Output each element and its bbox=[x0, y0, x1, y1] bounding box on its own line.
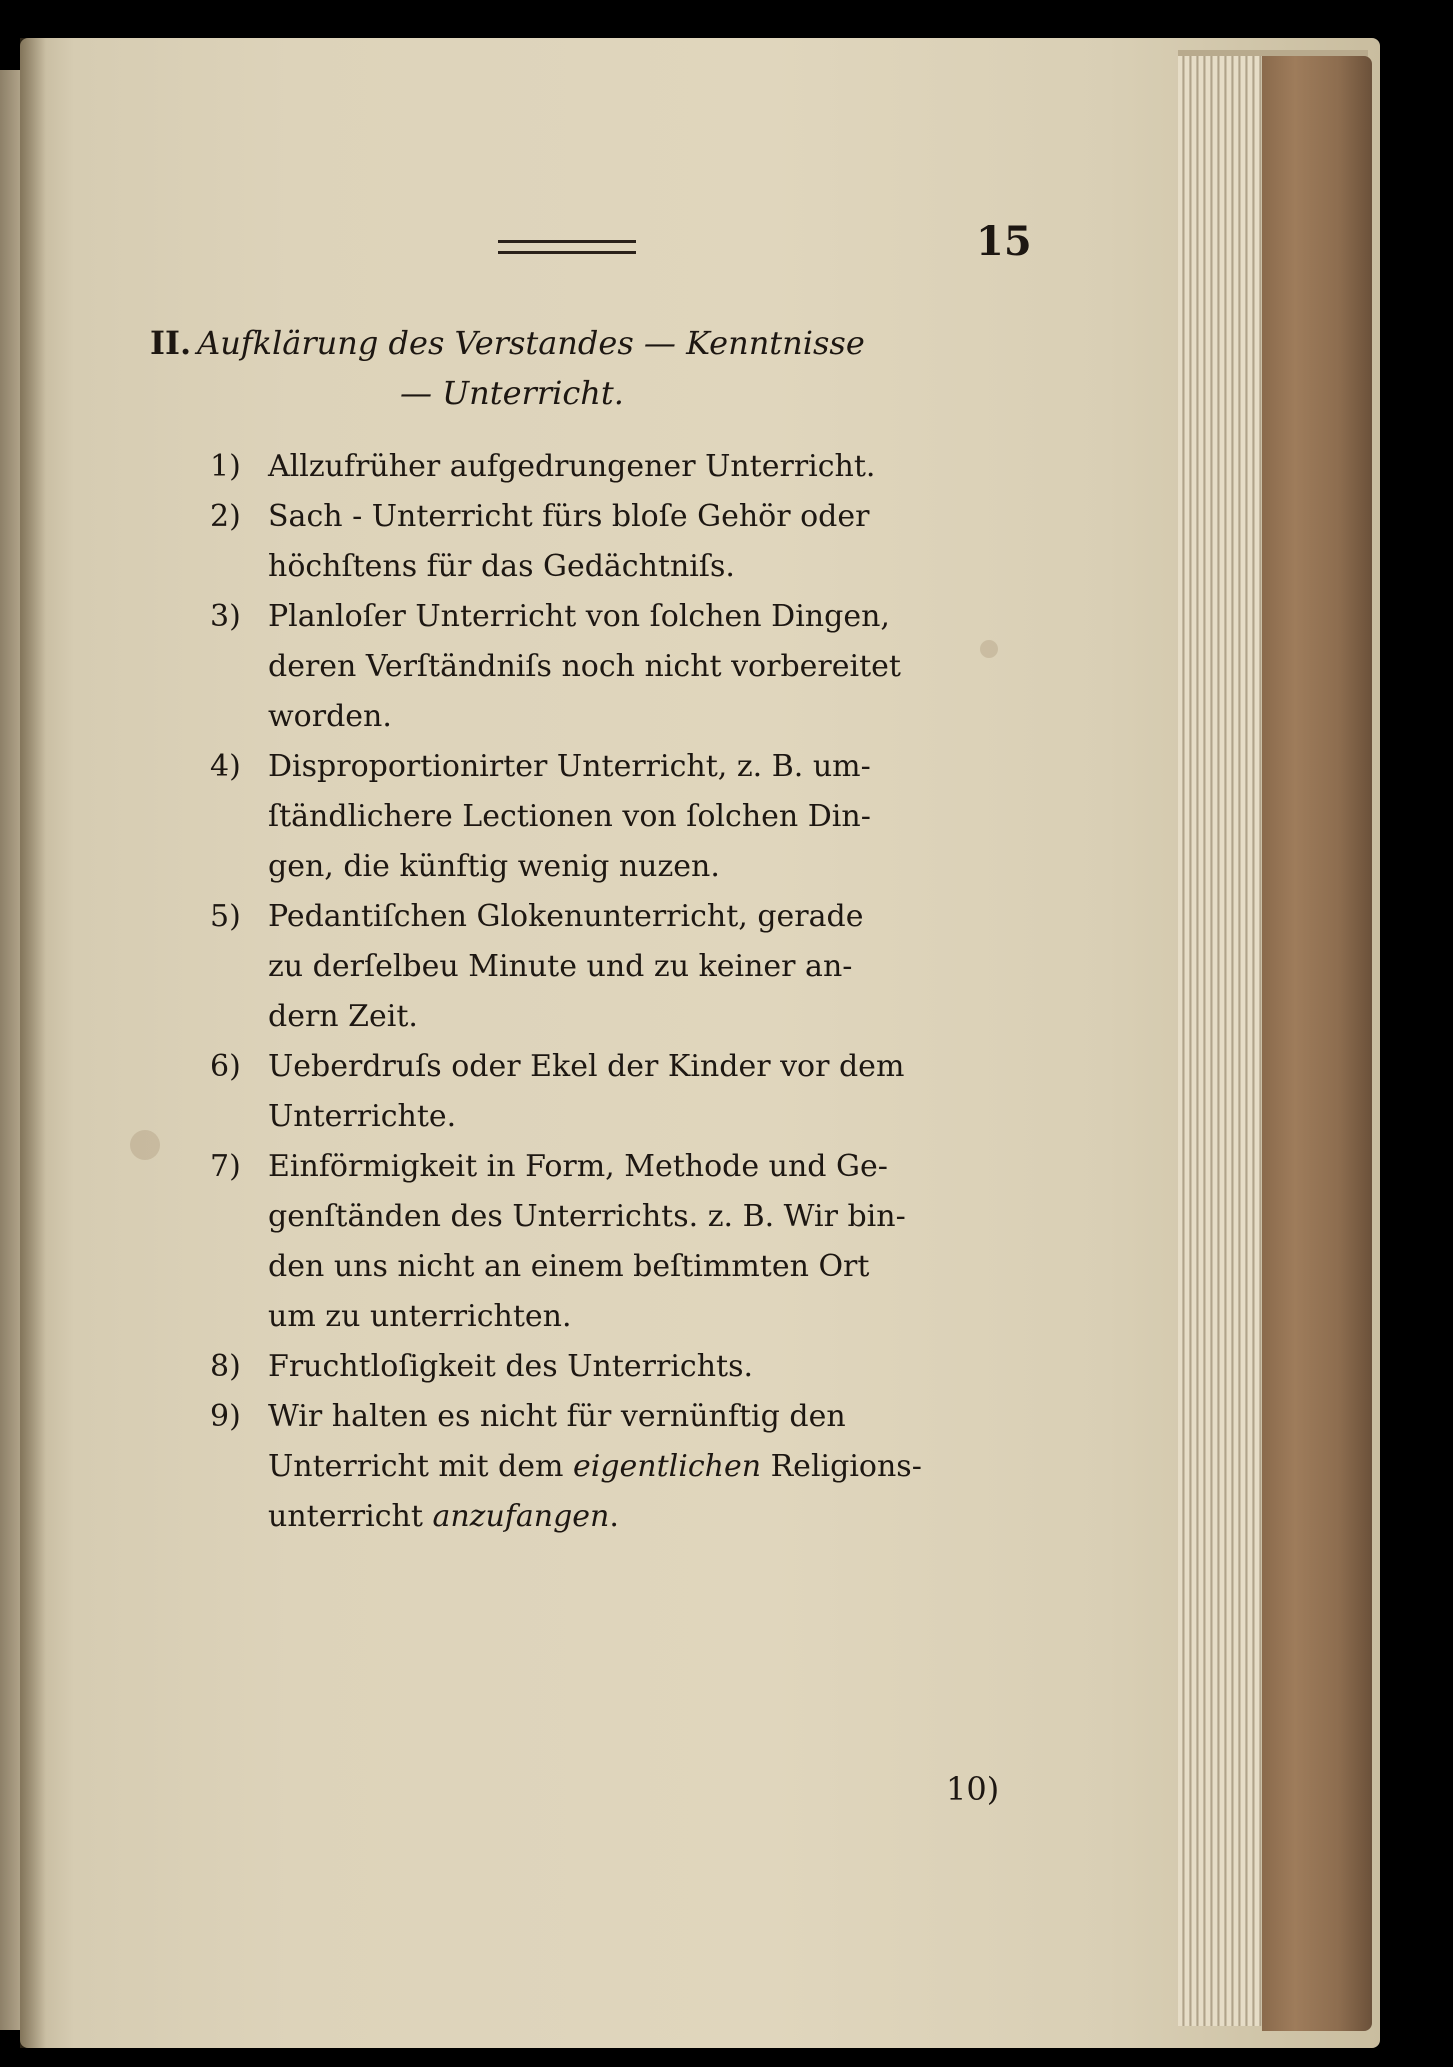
item-text-part: . bbox=[609, 1499, 619, 1534]
item-number: 8) bbox=[210, 1349, 241, 1384]
heading-line-2: — Unterricht. bbox=[400, 374, 624, 412]
item-number: 1) bbox=[210, 449, 241, 484]
page-number: 15 bbox=[976, 218, 1032, 265]
item-text: Einförmigkeit in Form, Methode und Ge- genſtänden des Unterrichts. z. B. Wir bin- den uns nicht an einem beſtimmten Ort um zu unterrichten. bbox=[268, 1149, 906, 1334]
item-text bbox=[268, 1392, 1010, 1542]
item-text: Disproportionirter Unterricht, z. B. um- ſtändlichere Lectionen von ſolchen Din- gen, die künftig wenig nuzen. bbox=[268, 749, 871, 884]
item-text-italic: anzufangen bbox=[432, 1499, 610, 1534]
numbered-list bbox=[210, 442, 1010, 1542]
list-item bbox=[210, 592, 1010, 742]
section-numeral: II. bbox=[150, 324, 192, 362]
item-number: 4) bbox=[210, 749, 241, 784]
list-item bbox=[210, 1342, 1010, 1392]
page-edges-stack bbox=[1178, 56, 1268, 2026]
book-cover-board bbox=[1262, 56, 1372, 2031]
list-item bbox=[210, 1042, 1010, 1142]
list-item bbox=[210, 892, 1010, 1042]
foxing-spot bbox=[130, 1130, 160, 1160]
section-heading bbox=[150, 318, 1010, 418]
list-item bbox=[210, 442, 1010, 492]
item-text: Planloſer Unterricht von ſolchen Dingen, deren Verſtändniſs noch nicht vorbereitet worden. bbox=[268, 599, 901, 734]
item-text-italic: eigentlichen bbox=[572, 1449, 762, 1484]
item-number: 2) bbox=[210, 499, 241, 534]
catchword: 10) bbox=[946, 1770, 1000, 1808]
item-number: 7) bbox=[210, 1149, 241, 1184]
item-number: 5) bbox=[210, 899, 241, 934]
item-text-part: Wir halten es nicht für vernünftig den Unterricht mit dem bbox=[268, 1399, 846, 1484]
item-text: Fruchtloſigkeit des Unterrichts. bbox=[268, 1349, 754, 1384]
item-text: Allzufrüher aufgedrungener Unterricht. bbox=[268, 449, 876, 484]
header-double-rule bbox=[498, 240, 636, 254]
item-text: Pedantiſchen Glokenunterricht, gerade zu derſelbeu Minute und zu keiner an- dern Zeit. bbox=[268, 899, 864, 1034]
item-number: 6) bbox=[210, 1049, 241, 1084]
item-text: Ueberdruſs oder Ekel der Kinder vor dem Unterrichte. bbox=[268, 1049, 905, 1134]
gutter-shadow bbox=[20, 38, 46, 2048]
item-text-part: Religions- unterricht bbox=[268, 1449, 922, 1534]
list-item bbox=[210, 742, 1010, 892]
heading-line-1: Aufklärung des Verstandes — Kenntnisse bbox=[197, 324, 865, 362]
list-item bbox=[210, 1142, 1010, 1342]
list-item bbox=[210, 1392, 1010, 1542]
item-number: 9) bbox=[210, 1399, 241, 1434]
list-item bbox=[210, 492, 1010, 592]
item-text: Sach - Unterricht fürs bloſe Gehör oder höchſtens für das Gedächtniſs. bbox=[268, 499, 870, 584]
item-number: 3) bbox=[210, 599, 241, 634]
